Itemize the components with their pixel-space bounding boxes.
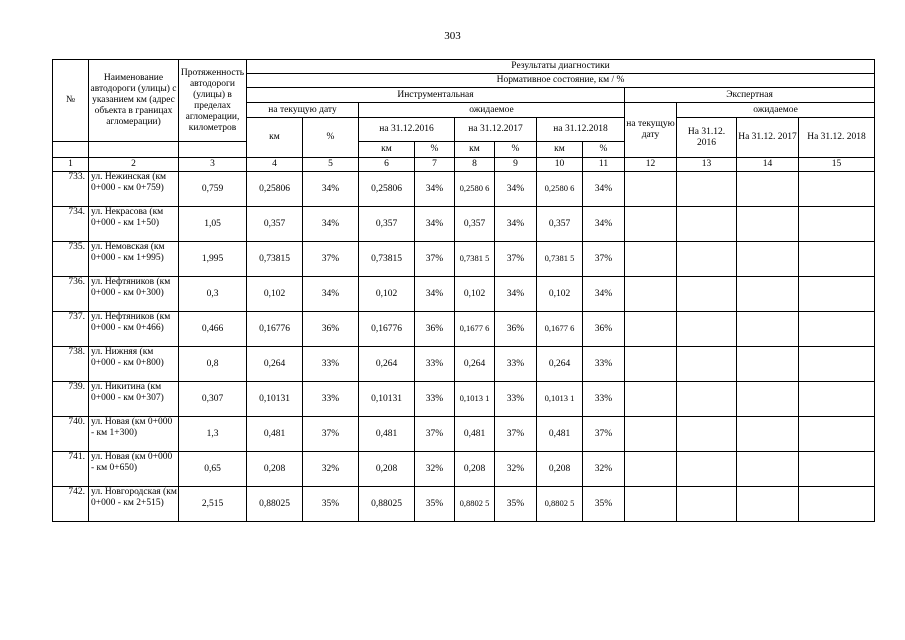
expert-cell — [799, 277, 875, 312]
km-2017: 0,1677 6 — [455, 312, 495, 347]
km-2018: 0,7381 5 — [537, 242, 583, 277]
expert-cell — [737, 487, 799, 522]
expert-cell — [799, 312, 875, 347]
km-2016: 0,208 — [359, 452, 415, 487]
expert-cell — [737, 417, 799, 452]
table-row — [53, 242, 875, 277]
road-length: 0,65 — [179, 452, 247, 487]
km-2016: 0,10131 — [359, 382, 415, 417]
km-current: 0,102 — [247, 277, 303, 312]
expert-cell — [677, 242, 737, 277]
km-2018: 0,208 — [537, 452, 583, 487]
expert-cell — [677, 347, 737, 382]
pct-2017: 37% — [495, 242, 537, 277]
column-number: 15 — [799, 158, 875, 172]
expert-cell — [677, 277, 737, 312]
header-expert-2018: На 31.12. 2018 — [799, 118, 875, 158]
row-number: 737. — [53, 312, 89, 347]
km-2018: 0,2580 6 — [537, 172, 583, 207]
pct-2016: 37% — [415, 242, 455, 277]
km-2016: 0,102 — [359, 277, 415, 312]
pct-2016: 34% — [415, 207, 455, 242]
km-current: 0,357 — [247, 207, 303, 242]
km-2018: 0,8802 5 — [537, 487, 583, 522]
column-number: 11 — [583, 158, 625, 172]
km-current: 0,73815 — [247, 242, 303, 277]
km-2018: 0,481 — [537, 417, 583, 452]
pct-current: 34% — [303, 277, 359, 312]
pct-2017: 34% — [495, 172, 537, 207]
expert-cell — [799, 382, 875, 417]
table-body — [53, 158, 875, 522]
header-pct-current: % — [303, 118, 359, 158]
expert-cell — [799, 452, 875, 487]
table-row — [53, 382, 875, 417]
row-number: 741. — [53, 452, 89, 487]
table-row — [53, 417, 875, 452]
km-2016: 0,481 — [359, 417, 415, 452]
pct-2017: 33% — [495, 382, 537, 417]
column-number: 1 — [53, 158, 89, 172]
km-current: 0,481 — [247, 417, 303, 452]
pct-2016: 34% — [415, 172, 455, 207]
expert-cell — [737, 207, 799, 242]
pct-2016: 35% — [415, 487, 455, 522]
expert-cell — [799, 207, 875, 242]
expert-cell — [625, 277, 677, 312]
expert-cell — [625, 172, 677, 207]
pct-current: 34% — [303, 207, 359, 242]
pct-2017: 32% — [495, 452, 537, 487]
column-number: 13 — [677, 158, 737, 172]
pct-2017: 37% — [495, 417, 537, 452]
km-2017: 0,7381 5 — [455, 242, 495, 277]
road-name: ул. Нежинская (км 0+000 - км 0+759) — [89, 172, 179, 207]
row-number: 742. — [53, 487, 89, 522]
column-number: 5 — [303, 158, 359, 172]
road-name: ул. Некрасова (км 0+000 - км 1+50) — [89, 207, 179, 242]
km-2017: 0,357 — [455, 207, 495, 242]
header-instrumental: Инструментальная — [247, 88, 625, 103]
road-length: 0,8 — [179, 347, 247, 382]
column-number: 6 — [359, 158, 415, 172]
pct-2017: 35% — [495, 487, 537, 522]
km-2018: 0,1677 6 — [537, 312, 583, 347]
km-2018: 0,102 — [537, 277, 583, 312]
pct-2016: 33% — [415, 382, 455, 417]
road-length: 0,3 — [179, 277, 247, 312]
header-expert-2017: На 31.12. 2017 — [737, 118, 799, 158]
page-number: 303 — [444, 30, 461, 42]
expert-cell — [677, 382, 737, 417]
pct-2017: 33% — [495, 347, 537, 382]
column-number: 10 — [537, 158, 583, 172]
header-km-2017: км — [455, 142, 495, 158]
header-name: Наименование автодороги (улицы) с указанием км (адрес объекта в границах агломерации) — [89, 60, 179, 142]
km-2017: 0,481 — [455, 417, 495, 452]
pct-2017: 34% — [495, 277, 537, 312]
pct-2016: 32% — [415, 452, 455, 487]
pct-2018: 35% — [583, 487, 625, 522]
expert-cell — [799, 347, 875, 382]
table-row — [53, 312, 875, 347]
expert-cell — [625, 312, 677, 347]
table-row — [53, 487, 875, 522]
road-name: ул. Нефтяников (км 0+000 - км 0+466) — [89, 312, 179, 347]
pct-2018: 37% — [583, 242, 625, 277]
pct-2018: 32% — [583, 452, 625, 487]
row-number: 738. — [53, 347, 89, 382]
expert-cell — [625, 382, 677, 417]
expert-cell — [737, 277, 799, 312]
road-length: 0,466 — [179, 312, 247, 347]
expert-cell — [737, 172, 799, 207]
expert-cell — [799, 417, 875, 452]
road-length: 1,995 — [179, 242, 247, 277]
road-length: 1,3 — [179, 417, 247, 452]
road-length: 1,05 — [179, 207, 247, 242]
expert-cell — [677, 172, 737, 207]
expert-cell — [625, 347, 677, 382]
header-km-2018: км — [537, 142, 583, 158]
pct-2018: 36% — [583, 312, 625, 347]
expert-cell — [737, 347, 799, 382]
header-date-2017: на 31.12.2017 — [455, 118, 537, 142]
pct-2016: 36% — [415, 312, 455, 347]
km-2017: 0,8802 5 — [455, 487, 495, 522]
header-expert-current: на текущую дату — [625, 103, 677, 158]
row-number: 736. — [53, 277, 89, 312]
road-name: ул. Немовская (км 0+000 - км 1+995) — [89, 242, 179, 277]
pct-2018: 37% — [583, 417, 625, 452]
column-number: 12 — [625, 158, 677, 172]
km-2017: 0,2580 6 — [455, 172, 495, 207]
row-number: 735. — [53, 242, 89, 277]
pct-2016: 34% — [415, 277, 455, 312]
km-current: 0,208 — [247, 452, 303, 487]
header-expected: ожидаемое — [359, 103, 625, 118]
header-date-2018: на 31.12.2018 — [537, 118, 625, 142]
road-name: ул. Новая (км 0+000 - км 1+300) — [89, 417, 179, 452]
km-2018: 0,1013 1 — [537, 382, 583, 417]
header-km-current: км — [247, 118, 303, 158]
pct-current: 37% — [303, 242, 359, 277]
pct-current: 34% — [303, 172, 359, 207]
header-no: № — [53, 60, 89, 142]
road-length: 2,515 — [179, 487, 247, 522]
km-current: 0,88025 — [247, 487, 303, 522]
pct-2016: 33% — [415, 347, 455, 382]
header-date-2016: на 31.12.2016 — [359, 118, 455, 142]
row-number: 734. — [53, 207, 89, 242]
column-number: 3 — [179, 158, 247, 172]
road-name: ул. Нефтяников (км 0+000 - км 0+300) — [89, 277, 179, 312]
column-number-row — [53, 158, 875, 172]
column-number: 8 — [455, 158, 495, 172]
table-row — [53, 452, 875, 487]
expert-cell — [677, 452, 737, 487]
expert-cell — [737, 242, 799, 277]
km-2016: 0,16776 — [359, 312, 415, 347]
header-expert-2016: На 31.12. 2016 — [677, 118, 737, 158]
expert-cell — [625, 207, 677, 242]
pct-current: 35% — [303, 487, 359, 522]
header-length: Протяженность автодороги (улицы) в пределах агломерации, километров — [179, 60, 247, 142]
pct-2016: 37% — [415, 417, 455, 452]
table-row — [53, 207, 875, 242]
expert-cell — [799, 242, 875, 277]
header-km-2016: км — [359, 142, 415, 158]
diagnostics-table — [52, 59, 875, 522]
road-name: ул. Нижняя (км 0+000 - км 0+800) — [89, 347, 179, 382]
km-2018: 0,264 — [537, 347, 583, 382]
expert-cell — [737, 452, 799, 487]
km-2016: 0,357 — [359, 207, 415, 242]
table-header — [53, 60, 875, 158]
road-length: 0,759 — [179, 172, 247, 207]
header-pct-2017: % — [495, 142, 537, 158]
km-current: 0,16776 — [247, 312, 303, 347]
expert-cell — [625, 452, 677, 487]
column-number: 2 — [89, 158, 179, 172]
header-normative: Нормативное состояние, км / % — [247, 74, 875, 88]
header-current-date: на текущую дату — [247, 103, 359, 118]
km-2017: 0,1013 1 — [455, 382, 495, 417]
header-expert-expected: ожидаемое — [677, 103, 875, 118]
expert-cell — [799, 487, 875, 522]
km-2018: 0,357 — [537, 207, 583, 242]
km-current: 0,25806 — [247, 172, 303, 207]
row-number: 740. — [53, 417, 89, 452]
column-number: 14 — [737, 158, 799, 172]
pct-current: 32% — [303, 452, 359, 487]
expert-cell — [677, 207, 737, 242]
km-2016: 0,73815 — [359, 242, 415, 277]
km-2016: 0,88025 — [359, 487, 415, 522]
header-pct-2018: % — [583, 142, 625, 158]
pct-2018: 34% — [583, 172, 625, 207]
table-row — [53, 172, 875, 207]
header-results: Результаты диагностики — [247, 60, 875, 74]
expert-cell — [677, 312, 737, 347]
pct-2017: 36% — [495, 312, 537, 347]
expert-cell — [799, 172, 875, 207]
column-number: 4 — [247, 158, 303, 172]
pct-2017: 34% — [495, 207, 537, 242]
pct-2018: 33% — [583, 347, 625, 382]
km-current: 0,10131 — [247, 382, 303, 417]
km-2016: 0,25806 — [359, 172, 415, 207]
table-row — [53, 347, 875, 382]
pct-2018: 33% — [583, 382, 625, 417]
column-number: 9 — [495, 158, 537, 172]
row-number: 739. — [53, 382, 89, 417]
pct-current: 33% — [303, 347, 359, 382]
road-name: ул. Никитина (км 0+000 - км 0+307) — [89, 382, 179, 417]
expert-cell — [737, 382, 799, 417]
km-2017: 0,208 — [455, 452, 495, 487]
km-2016: 0,264 — [359, 347, 415, 382]
expert-cell — [677, 487, 737, 522]
pct-current: 37% — [303, 417, 359, 452]
expert-cell — [677, 417, 737, 452]
pct-current: 33% — [303, 382, 359, 417]
expert-cell — [737, 312, 799, 347]
km-2017: 0,102 — [455, 277, 495, 312]
pct-current: 36% — [303, 312, 359, 347]
expert-cell — [625, 242, 677, 277]
table-row — [53, 277, 875, 312]
expert-cell — [625, 417, 677, 452]
column-number: 7 — [415, 158, 455, 172]
row-number: 733. — [53, 172, 89, 207]
road-length: 0,307 — [179, 382, 247, 417]
header-expert: Экспертная — [625, 88, 875, 103]
km-2017: 0,264 — [455, 347, 495, 382]
road-name: ул. Новгородская (км 0+000 - км 2+515) — [89, 487, 179, 522]
pct-2018: 34% — [583, 207, 625, 242]
km-current: 0,264 — [247, 347, 303, 382]
header-pct-2016: % — [415, 142, 455, 158]
road-name: ул. Новая (км 0+000 - км 0+650) — [89, 452, 179, 487]
pct-2018: 34% — [583, 277, 625, 312]
expert-cell — [625, 487, 677, 522]
